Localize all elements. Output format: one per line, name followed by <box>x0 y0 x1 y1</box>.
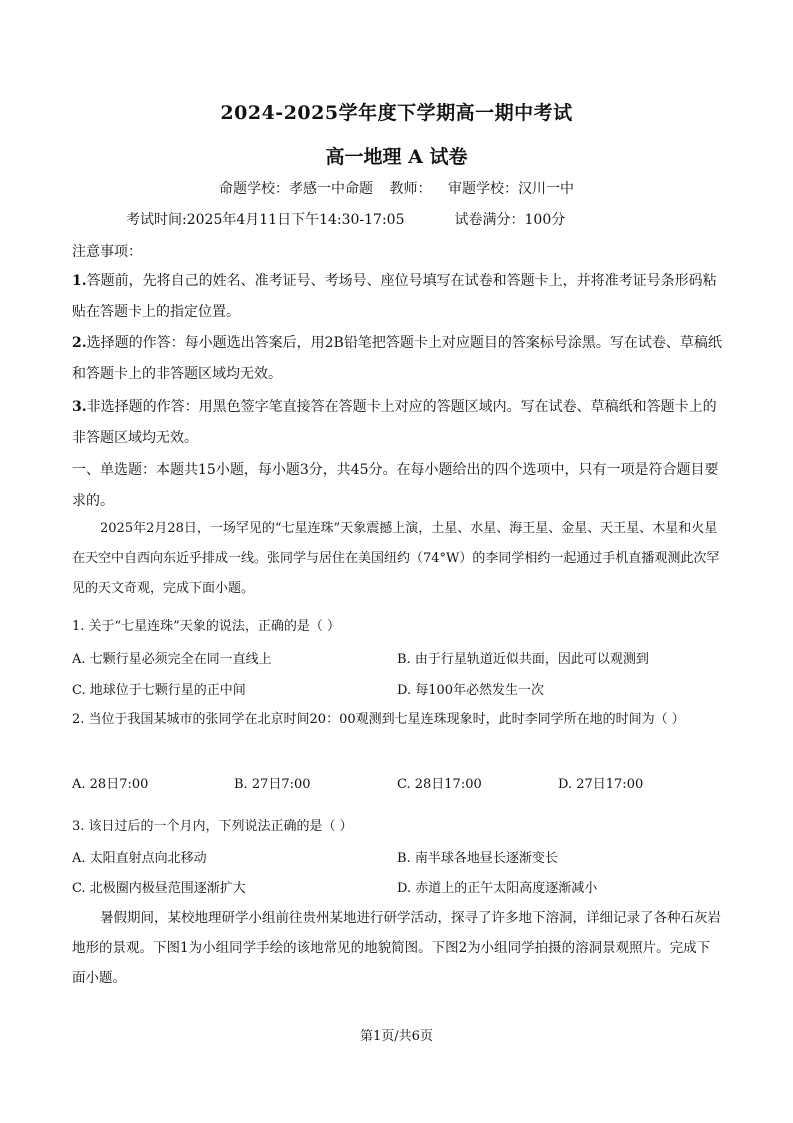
page-number: 第1页/共6页 <box>360 1029 433 1044</box>
exam-subtitle: 高一地理 A 试卷 <box>325 146 468 168</box>
q2-option-c[interactable]: C. 28日17:00 <box>397 777 482 792</box>
q2-option-b[interactable]: B. 27日7:00 <box>234 777 311 792</box>
q1-option-b[interactable]: B. 由于行星轨道近似共面，因此可以观测到 <box>397 652 649 667</box>
note-3-number: 3. <box>72 399 87 415</box>
passage-1: 2025年2月28日，一场罕见的“七星连珠”天象震撼上演，土星、水星、海王星、金星、天王星、木星和火星在天空中自西向东近乎排成一线。张同学与居住在美国纽约（74°W）的李同学相约一起通过手机直播观测此次罕见的天文奇观，完成下面小题。 <box>72 521 720 596</box>
q2-option-a[interactable]: A. 28日7:00 <box>72 777 149 792</box>
note-3-text: 非选择题的作答：用黑色签字笔直接答在答题卡上对应的答题区域内。写在试卷、草稿纸和答题卡上的非答题区域均无效。 <box>72 399 717 446</box>
teacher-label: 教师： <box>389 181 432 197</box>
passage-2: 暑假期间，某校地理研学小组前往贵州某地进行研学活动，探寻了许多地下溶洞，详细记录了各种石灰岩地形的景观。下图1为小组同学手绘的该地常见的地貌简图。下图2为小组同学拍摄的溶洞景观照片。完成下面小题。 <box>72 910 721 986</box>
exam-time-line <box>126 209 565 229</box>
note-2 <box>72 328 722 390</box>
exam-meta-line <box>0 178 793 198</box>
q3-option-c[interactable]: C. 北极圈内极昼范围逐渐扩大 <box>72 881 246 896</box>
q1-option-d[interactable]: D. 每100年必然发生一次 <box>397 683 545 698</box>
note-2-number: 2. <box>72 335 87 351</box>
section-1-instructions: 一、单选题：本题共15小题，每小题3分，共45分。在每小题给出的四个选项中，只有一项是符合题目要求的。 <box>72 462 719 509</box>
q2-option-d[interactable]: D. 27日17:00 <box>558 777 644 792</box>
question-2-stem: 2. 当位于我国某城市的张同学在北京时间20：00观测到七星连珠现象时，此时李同学所在地的时间为（ ） <box>72 712 685 727</box>
q1-option-a[interactable]: A. 七颗行星必须完全在同一直线上 <box>72 652 272 667</box>
reviewer-school: 审题学校：汉川一中 <box>447 181 574 197</box>
exam-time: 考试时间:2025年4月11日下午14:30-17:05 <box>126 212 405 228</box>
setter-school: 命题学校：孝感一中命题 <box>219 181 374 197</box>
note-2-text: 选择题的作答：每小题选出答案后，用2B铅笔把答题卡上对应题目的答案标号涂黑。写在试卷、草稿纸和答题卡上的非答题区域均无效。 <box>72 335 722 382</box>
q3-option-a[interactable]: A. 太阳直射点向北移动 <box>72 851 207 866</box>
note-3 <box>72 392 722 454</box>
question-1-stem: 1. 关于“七星连珠”天象的说法，正确的是（ ） <box>72 619 340 634</box>
exam-title: 2024-2025学年度下学期高一期中考试 <box>220 102 573 124</box>
q3-option-d[interactable]: D. 赤道上的正午太阳高度逐渐减小 <box>397 881 598 896</box>
note-1-text: 答题前，先将自己的姓名、准考证号、考场号、座位号填写在试卷和答题卡上，并将准考证号条形码粘贴在答题卡上的指定位置。 <box>72 273 717 320</box>
exam-score: 试卷满分：100分 <box>454 212 566 228</box>
question-3-stem: 3. 该日过后的一个月内，下列说法正确的是（ ） <box>72 819 353 834</box>
q3-option-b[interactable]: B. 南半球各地昼长逐渐变长 <box>397 851 558 866</box>
notes-heading: 注意事项： <box>72 244 142 260</box>
note-1 <box>72 266 722 328</box>
q1-option-c[interactable]: C. 地球位于七颗行星的正中间 <box>72 683 246 698</box>
note-1-number: 1. <box>72 273 87 289</box>
